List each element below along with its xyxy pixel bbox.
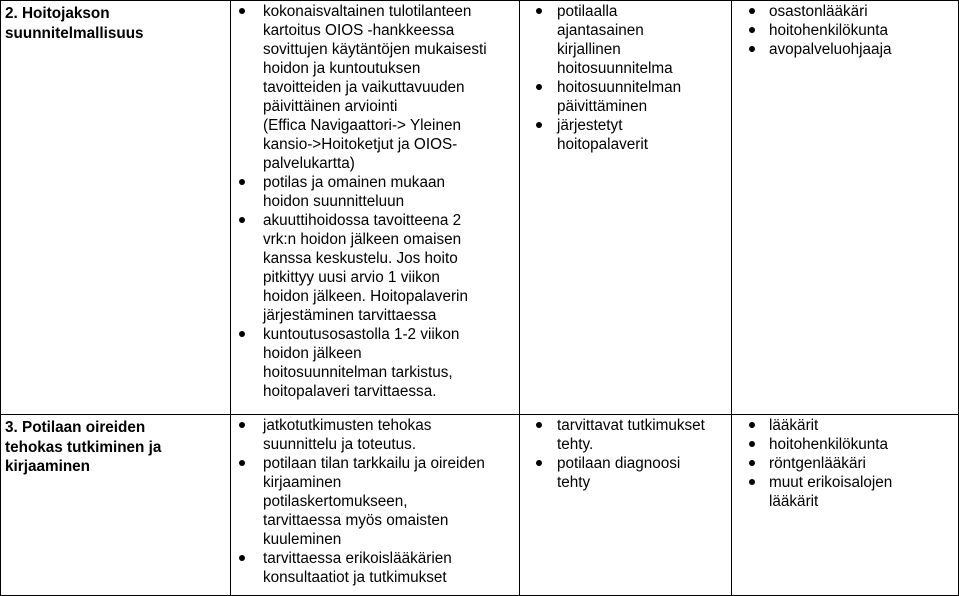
list-item bbox=[732, 454, 958, 473]
list-item-text: tarvittaessa erikoislääkärien konsultaatiot ja tutkimukset bbox=[263, 550, 452, 586]
phase-title: 2. Hoitojakson suunnitelmallisuus bbox=[5, 5, 144, 42]
list-item bbox=[520, 78, 731, 116]
bullet-icon bbox=[239, 331, 245, 337]
bullet-icon bbox=[749, 460, 755, 466]
list-item bbox=[231, 325, 519, 401]
actions-cell bbox=[231, 415, 520, 596]
list-item-text: hoitosuunnitelman päivittäminen bbox=[557, 79, 682, 115]
bullet-icon bbox=[536, 84, 542, 90]
bullet-icon bbox=[749, 46, 755, 52]
bullet-icon bbox=[239, 460, 245, 466]
bullet-icon bbox=[749, 441, 755, 447]
phase-title: 3. Potilaan oireiden tehokas tutkiminen ja kirjaaminen bbox=[5, 419, 162, 475]
outcomes-list bbox=[520, 415, 731, 492]
list-item-text: muut erikoisalojen lääkärit bbox=[769, 474, 893, 510]
responsible-cell bbox=[732, 415, 959, 596]
list-item bbox=[520, 116, 731, 154]
bullet-icon bbox=[239, 555, 245, 561]
bullet-icon bbox=[239, 179, 245, 185]
bullet-icon bbox=[239, 422, 245, 428]
list-item bbox=[732, 416, 958, 435]
list-item-text: potilas ja omainen mukaan hoidon suunnitteluun bbox=[263, 174, 445, 210]
list-item bbox=[231, 454, 519, 549]
outcomes-cell bbox=[520, 415, 732, 596]
list-item bbox=[231, 173, 519, 211]
list-item-text: jatkotutkimusten tehokas suunnittelu ja toteutus. bbox=[263, 417, 432, 453]
bullet-icon bbox=[749, 422, 755, 428]
bullet-icon bbox=[536, 460, 542, 466]
table-row bbox=[1, 1, 959, 415]
bullet-icon bbox=[749, 8, 755, 14]
responsible-list bbox=[732, 415, 958, 511]
list-item bbox=[732, 21, 958, 40]
responsible-list bbox=[732, 1, 958, 59]
list-item bbox=[520, 454, 731, 492]
list-item bbox=[732, 2, 958, 21]
list-item-text: hoitohenkilökunta bbox=[769, 22, 889, 39]
list-item-text: hoitohenkilökunta bbox=[769, 436, 889, 453]
list-item-text: potilaan diagnoosi tehty bbox=[557, 455, 681, 491]
list-item bbox=[732, 40, 958, 59]
list-item-text: järjestetyt hoitopalaverit bbox=[557, 117, 648, 153]
bullet-icon bbox=[536, 8, 542, 14]
list-item-text: kokonaisvaltainen tulotilanteen kartoitus OIOS -hankkeessa sovittujen käytäntöjen mukaisesti hoidon ja kuntoutuksen tavoitteiden ja vaikuttavuuden päivittäinen arviointi (Effica Navigaattori-> Yleinen kansio->Hoitoketjut ja OIOS- palvelukartta) bbox=[263, 3, 487, 172]
actions-list bbox=[231, 415, 519, 587]
list-item-text: lääkärit bbox=[769, 417, 819, 434]
bullet-icon bbox=[749, 479, 755, 485]
phase-cell bbox=[1, 415, 231, 596]
bullet-icon bbox=[749, 27, 755, 33]
list-item bbox=[231, 549, 519, 587]
list-item-text: potilaan tilan tarkkailu ja oireiden kirjaaminen potilaskertomukseen, tarvittaessa myös omaisten kuuleminen bbox=[263, 455, 485, 548]
table-row bbox=[1, 415, 959, 596]
phase-cell bbox=[1, 1, 231, 415]
list-item-text: avopalveluohjaaja bbox=[769, 41, 892, 58]
list-item-text: osastonlääkäri bbox=[769, 3, 868, 20]
list-item-text: kuntoutusosastolla 1-2 viikon hoidon jälkeen hoitosuunnitelman tarkistus, hoitopalaveri tarvittaessa. bbox=[263, 326, 460, 400]
list-item bbox=[520, 416, 731, 454]
list-item bbox=[732, 435, 958, 454]
list-item bbox=[231, 211, 519, 325]
actions-cell bbox=[231, 1, 520, 415]
list-item-text: tarvittavat tutkimukset tehty. bbox=[557, 417, 705, 453]
outcomes-cell bbox=[520, 1, 732, 415]
outcomes-list bbox=[520, 1, 731, 154]
bullet-icon bbox=[536, 122, 542, 128]
responsible-cell bbox=[732, 1, 959, 415]
list-item-text: akuuttihoidossa tavoitteena 2 vrk:n hoidon jälkeen omaisen kanssa keskustelu. Jos hoito pitkittyy uusi arvio 1 viikon hoidon jälkeen. Hoitopalaverin järjestäminen tarvittaessa bbox=[263, 212, 468, 324]
list-item-text: röntgenlääkäri bbox=[769, 455, 866, 472]
bullet-icon bbox=[239, 8, 245, 14]
list-item-text: potilaalla ajantasainen kirjallinen hoitosuunnitelma bbox=[557, 3, 673, 77]
list-item bbox=[231, 2, 519, 173]
list-item bbox=[520, 2, 731, 78]
list-item bbox=[732, 473, 958, 511]
actions-list bbox=[231, 1, 519, 401]
bullet-icon bbox=[536, 422, 542, 428]
bullet-icon bbox=[239, 217, 245, 223]
list-item bbox=[231, 416, 519, 454]
